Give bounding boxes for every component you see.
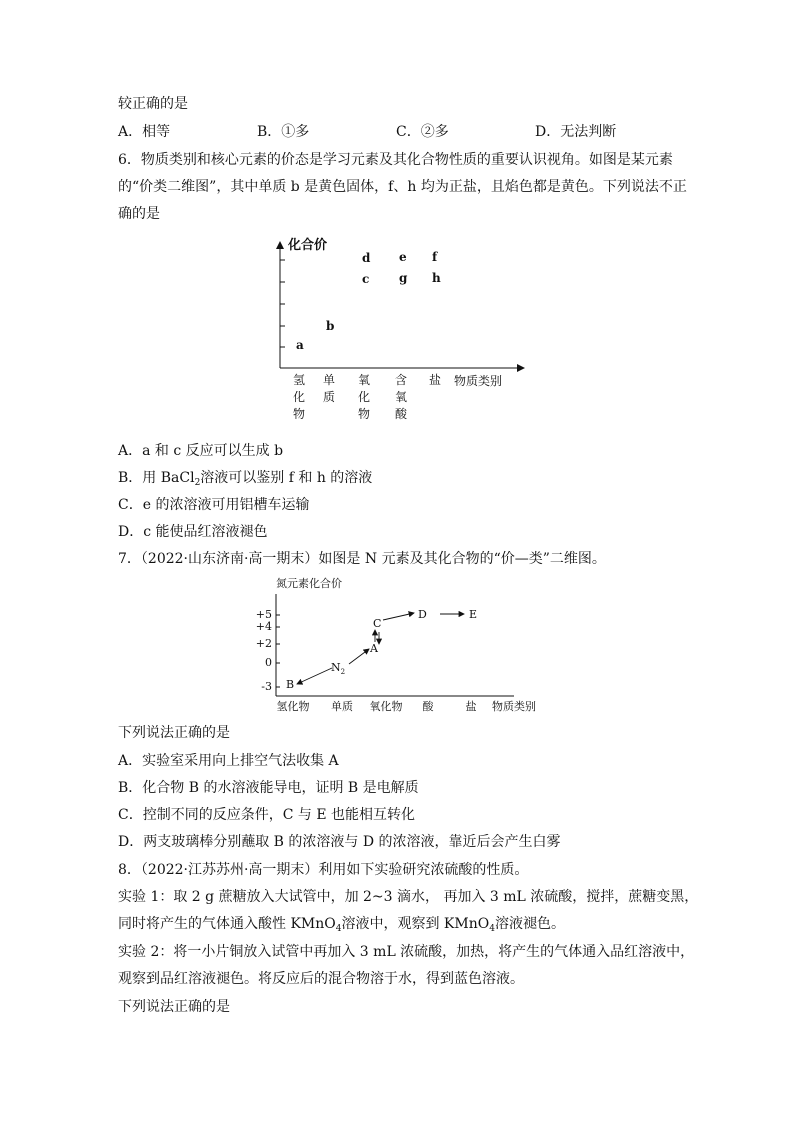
q7-stem: 7．（2022·山东济南·高一期末）如图是 N 元素及其化合物的“价—类”二维图。 [118,551,606,567]
q7-y-axis-title: 氮元素化合价 [276,577,342,590]
q8-experiment-2-line-2: 观察到品红溶液褪色。将反应后的混合物溶于水，得到蓝色溶液。 [118,971,524,987]
q7-nitrogen-valence-chart [252,576,548,716]
q6-category-label: 氢化物 [292,373,306,421]
q6-valence-class-chart [268,234,528,424]
q6-point-h: h [432,271,441,285]
q7-category-label: 氢化物 [276,700,310,713]
q7-y-tick-+4: +4 [255,620,272,633]
q7-option-a: A．实验室采用向上排空气法收集 A [118,753,339,769]
q5-option-c: C．②多 [396,124,449,140]
q7-arrow-n2-to-b [297,668,332,684]
q7-category-label: 酸 [422,700,434,713]
q8-experiment-1-line-1: 实验 1：取 2 g 蔗糖放入大试管中，加 2~3 滴水， 再加入 3 mL 浓硫酸，搅拌，蔗糖变黑， [118,889,699,905]
q7-option-b: B．化合物 B 的水溶液能导电，证明 B 是电解质 [118,780,419,796]
q7-arrow-n2-to-a [349,649,369,664]
q7-node-b: B [286,678,295,691]
q7-y-tick--3: -3 [261,680,272,693]
q7-node-c: C [373,617,382,630]
q6-point-e: e [399,250,407,264]
q7-category-labels [277,699,477,713]
q6-category-label: 单质 [322,373,336,404]
q7-y-tick-+5: +5 [255,608,272,621]
q8-experiment-2-line-1: 实验 2：将一小片铜放入试管中再加入 3 mL 浓硫酸，加热，将产生的气体通入品红溶液中， [118,944,695,960]
q6-category-label: 盐 [428,373,442,387]
q6-option-c: C．e 的浓溶液可用铝槽车运输 [118,497,310,513]
q6-category-labels [293,372,441,421]
q6-x-axis-title: 物质类别 [454,374,503,388]
q7-y-tick-0: 0 [265,656,272,669]
q7-option-c: C．控制不同的反应条件，C 与 E 也能相互转化 [118,807,415,823]
q6-stem-line-1: 6．物质类别和核心元素的价态是学习元素及其化合物性质的重要认识视角。如图是某元素 [118,152,673,168]
q7-node-d: D [418,608,427,621]
q6-stem-line-3: 确的是 [118,206,160,222]
q7-x-axis-title: 物质类别 [492,700,536,713]
q8-question: 下列说法正确的是 [118,999,230,1015]
q7-y-tick-+2: +2 [255,637,272,650]
q7-option-d: D．两支玻璃棒分别蘸取 B 的浓溶液与 D 的浓溶液，靠近后会产生白雾 [118,834,561,850]
q7-arrow-c-to-d [383,613,414,620]
q6-point-f: f [432,250,438,264]
q5-option-a: A．相等 [118,124,171,140]
q7-node-e: E [469,608,478,621]
q6-category-label: 含氧酸 [394,373,408,421]
q7-category-label: 氧化物 [369,700,403,713]
q6-point-b: b [326,319,335,333]
q7-question: 下列说法正确的是 [118,725,230,741]
q6-option-a: A．a 和 c 反应可以生成 b [118,443,284,459]
q6-category-label: 氧化物 [357,373,371,421]
q8-experiment-1-line-2: 同时将产生的气体通入酸性 KMnO$_4$溶液中，观察到 KMnO$_4$溶液褪色。 [118,916,565,934]
q6-y-axis-title: 化合价 [288,238,328,253]
q6-point-g: g [399,271,408,285]
q6-point-c: c [362,272,370,286]
q5-stem-tail: 较正确的是 [118,96,188,112]
q6-point-d: d [362,251,371,265]
q7-category-label: 盐 [465,700,477,713]
q6-point-a: a [296,338,304,352]
q8-stem: 8．（2022·江苏苏州·高一期末）利用如下实验研究浓硫酸的性质。 [118,862,529,878]
q5-option-b: B．①多 [257,124,310,140]
q7-node-n2: $N_2$ [331,661,346,676]
q5-option-d: D．无法判断 [535,124,617,140]
q7-category-label: 单质 [331,700,353,713]
q7-node-a: A [370,642,378,655]
q6-option-b: B．用 BaCl$_2$溶液可以鉴别 f 和 h 的溶液 [118,470,373,488]
q6-option-d: D．c 能使品红溶液褪色 [118,524,268,540]
q6-stem-line-2: 的“价类二维图”，其中单质 b 是黄色固体，f、h 均为正盐，且焰色都是黄色。下列说法不正 [118,179,687,195]
